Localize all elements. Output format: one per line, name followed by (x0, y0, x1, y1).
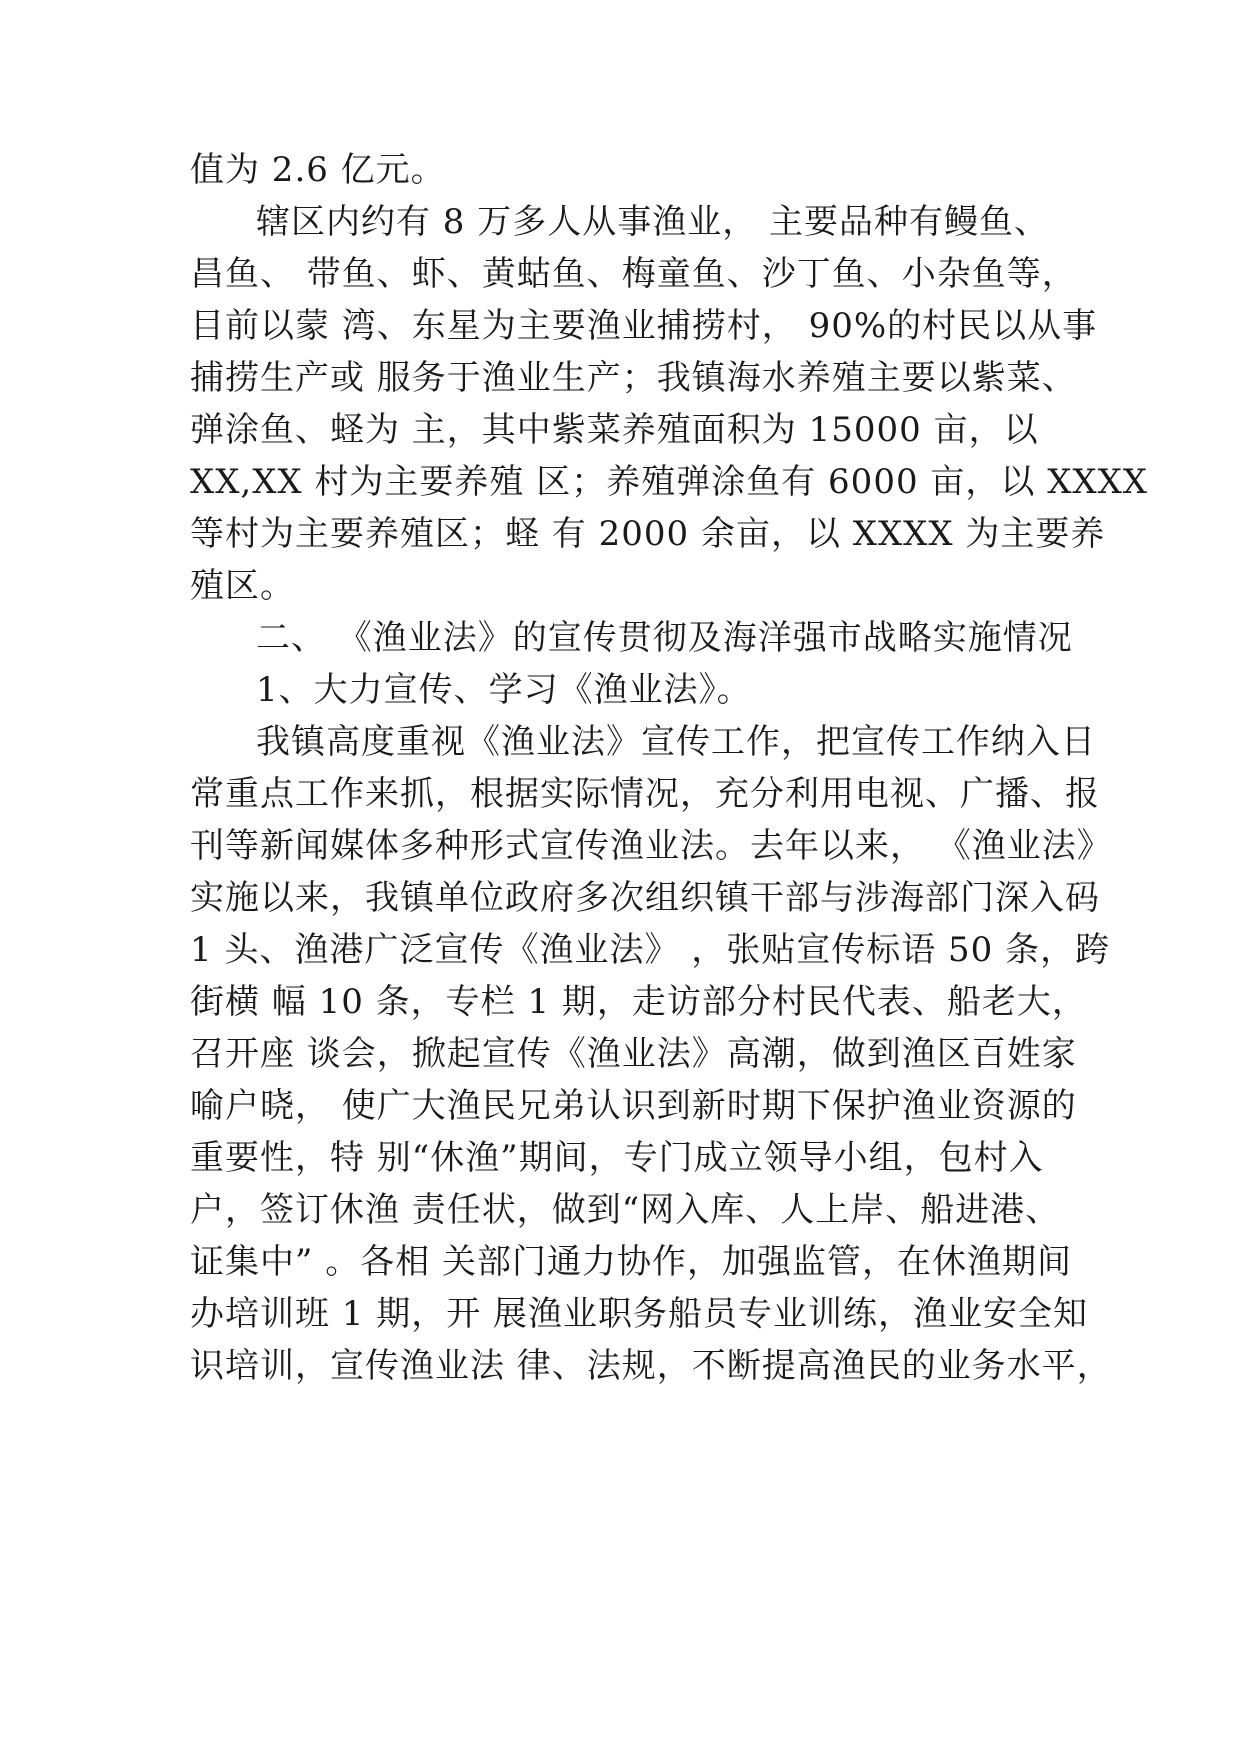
text-line: 实施以来，我镇单位政府多次组织镇干部与涉海部门深入码 (190, 878, 1100, 918)
text-line: 目前以蒙 湾、东星为主要渔业捕捞村， 90%的村民以从事 (190, 306, 1098, 346)
text-line: 等村为主要养殖区；蛏 有 2000 余亩，以 XXXX 为主要养 (190, 514, 1106, 554)
text-line: XX,XX 村为主要养殖 区；养殖弹涂鱼有 6000 亩，以 XXXX (190, 462, 1149, 502)
text-line: 昌鱼、 带鱼、虾、黄蛄鱼、梅童鱼、沙丁鱼、小杂鱼等， (190, 254, 1077, 294)
text-line: 值为 2.6 亿元。 (190, 150, 446, 190)
text-line: 刊等新闻媒体多种形式宣传渔业法。去年以来， 《渔业法》 (190, 826, 1112, 866)
section-heading: 二、 《渔业法》的宣传贯彻及海洋强市战略实施情况 (256, 618, 1073, 658)
text-line: 我镇高度重视《渔业法》宣传工作，把宣传工作纳入日 (256, 722, 1096, 762)
text-line: 弹涂鱼、蛏为 主，其中紫菜养殖面积为 15000 亩，以 (190, 410, 1039, 450)
text-line: 召开座 谈会，掀起宣传《渔业法》高潮，做到渔区百姓家 (190, 1034, 1077, 1074)
text-line: 捕捞生产或 服务于渔业生产；我镇海水养殖主要以紫菜、 (190, 358, 1077, 398)
text-line: 户，签订休渔 责任状，做到“网入库、人上岸、船进港、 (190, 1190, 1061, 1230)
text-line: 殖区。 (190, 566, 295, 606)
text-line: 识培训，宣传渔业法 律、法规，不断提高渔民的业务水平， (190, 1346, 1112, 1386)
text-line: 办培训班 1 期，开 展渔业职务船员专业训练，渔业安全知 (190, 1294, 1089, 1334)
text-line: 1 头、渔港广泛宣传《渔业法》 ，张贴宣传标语 50 条，跨 (190, 930, 1111, 970)
text-line: 喻户晓， 使广大渔民兄弟认识到新时期下保护渔业资源的 (190, 1086, 1077, 1126)
text-line: 街横 幅 10 条，专栏 1 期，走访部分村民代表、船老大， (190, 982, 1087, 1022)
text-line: 重要性，特 别“休渔”期间，专门成立领导小组，包村入 (190, 1138, 1044, 1178)
text-line: 辖区内约有 8 万多人从事渔业， 主要品种有鳗鱼、 (256, 202, 1050, 242)
subsection-heading: 1、大力宣传、学习《渔业法》。 (256, 670, 752, 710)
text-line: 证集中” 。各相 关部门通力协作，加强监管，在休渔期间 (190, 1242, 1072, 1282)
text-line: 常重点工作来抓，根据实际情况，充分利用电视、广播、报 (190, 774, 1100, 814)
